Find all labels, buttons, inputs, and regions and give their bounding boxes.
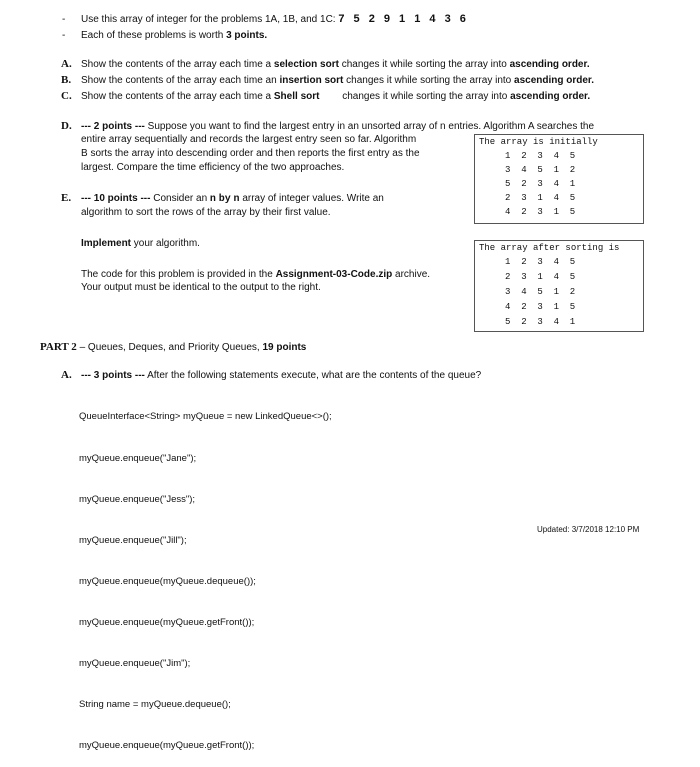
sorted-array-box (474, 240, 644, 332)
problem-d-points: --- 2 points --- (81, 121, 145, 132)
problem-d-line-4: largest. Compare the time efficiency of the two approaches. (81, 162, 345, 173)
code-line: myQueue.enqueue(myQueue.dequeue()); (79, 575, 256, 587)
intro-bullet-2-text: Each of these problems is worth (81, 30, 224, 41)
problem-e-code-post: archive. (395, 269, 431, 280)
sorted-array-row: 4 2 3 1 5 (505, 302, 576, 312)
part2-problem-a-question: After the following statements execute, what are the contents of the queue? (147, 370, 482, 381)
initial-array-title: The array is initially (479, 137, 598, 147)
code-line: String name = myQueue.dequeue(); (79, 699, 231, 711)
intro-bullet-1-text: Use this array of integer for the problems 1A, 1B, and 1C: (81, 14, 336, 25)
problem-e-code-pre: The code for this problem is provided in the (81, 269, 273, 280)
part2-problem-a-letter: A. (61, 369, 72, 381)
problem-e-line-1 (81, 192, 384, 206)
problem-e-implement (81, 237, 200, 250)
problem-c-text (81, 90, 590, 103)
problem-a-text (81, 58, 590, 71)
code-line: myQueue.enqueue("Jim"); (79, 658, 191, 670)
problem-a-letter: A. (61, 58, 72, 70)
queue-code-block (79, 383, 332, 767)
problem-d-line-2: entire array sequentially and records the largest entry seen so far. Algorithm (81, 134, 417, 145)
code-line: myQueue.enqueue("Jill"); (79, 534, 187, 546)
problem-e-by: by (218, 194, 231, 205)
problem-c-pre: Show the contents of the array each time a (81, 91, 272, 102)
updated-timestamp: Updated: 3/7/2018 12:10 PM (537, 525, 640, 534)
initial-array-row: 4 2 3 1 5 (505, 207, 576, 217)
intro-bullet-1 (81, 13, 469, 26)
problem-c-order: ascending order. (510, 91, 591, 102)
problem-e-line-2: algorithm to sort the rows of the array by their first value. (81, 207, 331, 218)
part2-heading-label: PART 2 (40, 341, 77, 353)
problem-e-implement-rest: your algorithm. (133, 238, 200, 249)
problem-d-line-1-text: Suppose you want to find the largest entry in an unsorted array of n entries. Algorithm A searches the (147, 121, 595, 132)
intro-array: 7 5 2 9 1 1 4 3 6 (338, 13, 469, 25)
problem-e-code-line-1 (81, 268, 430, 281)
code-line: QueueInterface<String> myQueue = new LinkedQueue<>(); (79, 411, 332, 423)
problem-e-n: n (233, 194, 240, 205)
problem-d-letter: D. (61, 120, 72, 132)
problem-c-sort: Shell sort (273, 91, 320, 102)
intro-bullet-2-points: 3 points. (226, 30, 268, 41)
problem-a-sort: selection sort (273, 59, 339, 70)
problem-b-sort: insertion sort (279, 75, 344, 86)
sorted-array-row: 1 2 3 4 5 (505, 257, 576, 267)
problem-e-line-1-pre: Consider an (153, 193, 208, 204)
part2-problem-a-points: --- 3 points --- (81, 370, 145, 381)
problem-c-letter: C. (61, 90, 72, 102)
problem-e-letter: E. (61, 192, 72, 204)
problem-c-mid: changes it while sorting the array into (342, 91, 508, 102)
bullet-dash: - (62, 30, 66, 41)
problem-e-implement-bold: Implement (81, 238, 132, 249)
initial-array-row: 3 4 5 1 2 (505, 165, 576, 175)
part2-heading-title: – Queues, Deques, and Priority Queues, (79, 342, 260, 353)
initial-array-row: 5 2 3 4 1 (505, 179, 576, 189)
part2-heading (40, 341, 306, 354)
part2-heading-points: 19 points (262, 342, 307, 353)
problem-b-pre: Show the contents of the array each time an (81, 75, 277, 86)
initial-array-row: 1 2 3 4 5 (505, 151, 576, 161)
code-line: myQueue.enqueue(myQueue.getFront()); (79, 616, 255, 628)
problem-e-n: n (209, 194, 216, 205)
initial-array-row: 2 3 1 4 5 (505, 193, 576, 203)
problem-e-line-1-post: array of integer values. Write an (242, 193, 384, 204)
problem-d-line-1 (81, 120, 594, 133)
part2-problem-a-text (81, 369, 481, 382)
sorted-array-row: 2 3 1 4 5 (505, 272, 576, 282)
intro-bullet-2 (81, 29, 267, 42)
problem-a-order: ascending order. (509, 59, 590, 70)
bullet-dash: - (62, 14, 66, 25)
problem-b-text (81, 74, 594, 87)
code-line: myQueue.enqueue(myQueue.getFront()); (79, 740, 255, 752)
problem-b-mid: changes it while sorting the array into (346, 75, 512, 86)
code-line: myQueue.enqueue("Jane"); (79, 452, 197, 464)
sorted-array-row: 5 2 3 4 1 (505, 317, 576, 327)
problem-a-pre: Show the contents of the array each time a (81, 59, 272, 70)
initial-array-box (474, 134, 644, 224)
problem-a-mid: changes it while sorting the array into (341, 59, 507, 70)
sorted-array-title: The array after sorting is (479, 243, 620, 253)
problem-b-letter: B. (61, 74, 72, 86)
sorted-array-row: 3 4 5 1 2 (505, 287, 576, 297)
problem-e-code-line-2: Your output must be identical to the output to the right. (81, 282, 321, 293)
code-line: myQueue.enqueue("Jess"); (79, 493, 196, 505)
problem-e-points: --- 10 points --- (81, 193, 151, 204)
problem-b-order: ascending order. (514, 75, 595, 86)
problem-e-code-zip: Assignment-03-Code.zip (275, 269, 393, 280)
problem-d-line-3: B sorts the array into descending order and then reports the first entry as the (81, 148, 420, 159)
